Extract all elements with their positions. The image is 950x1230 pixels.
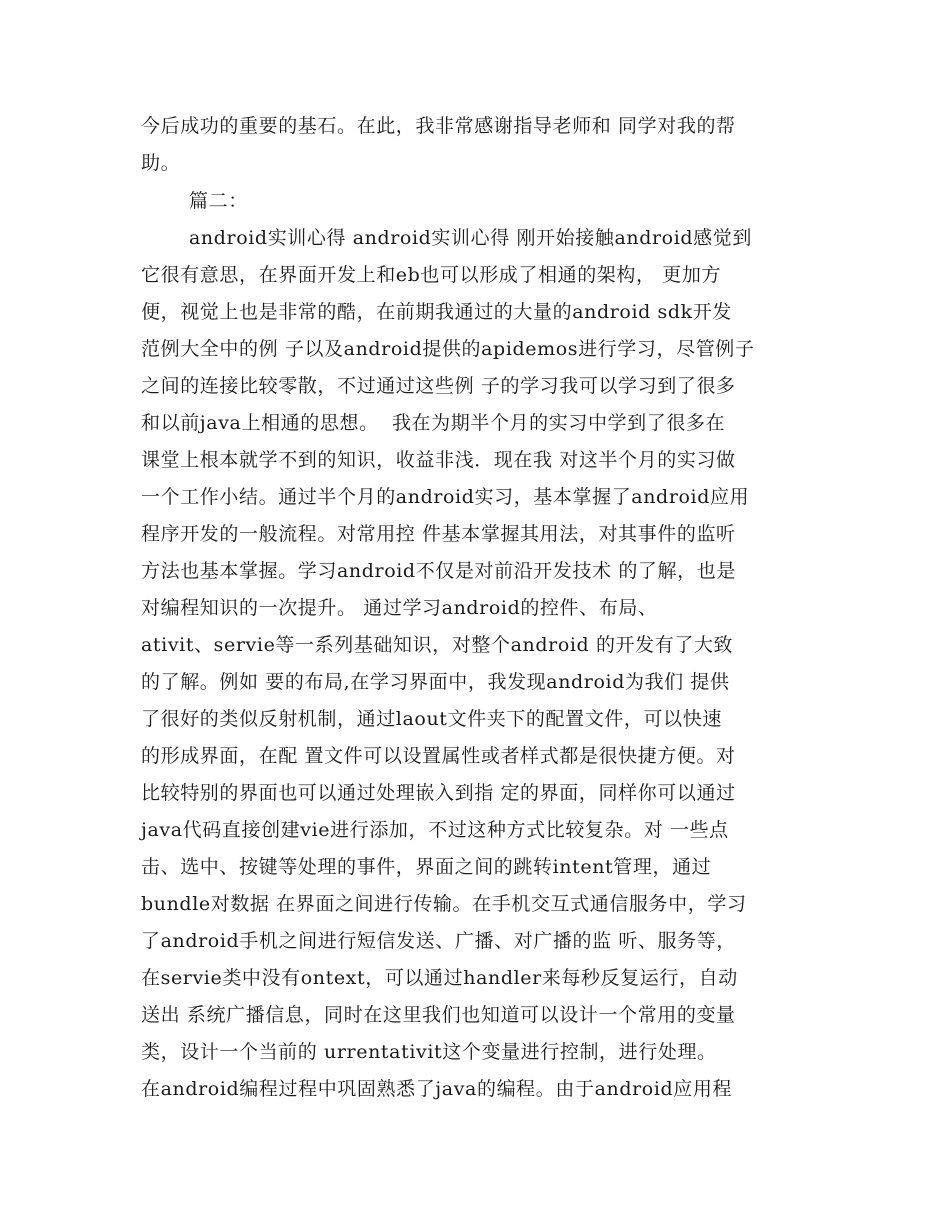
- text-line: 便，视觉上也是非常的酷，在前期我通过的大量的android sdk开发: [141, 301, 732, 323]
- text-line: 送出 系统广播信息，同时在这里我们也知道可以设计一个常用的变量: [141, 1004, 736, 1026]
- text-line: 了android手机之间进行短信发送、广播、对广播的监 听、服务等，: [141, 930, 736, 952]
- text-line: ativit、servie等一系列基础知识，对整个android 的开发有了大致: [141, 634, 734, 656]
- text-line: bundle对数据 在界面之间进行传输。在手机交互式通信服务中，学习: [141, 893, 747, 915]
- text-line: 在servie类中没有ontext，可以通过handler来每秒反复运行，自动: [141, 967, 738, 989]
- text-line: 程序开发的一般流程。对常用控 件基本掌握其用法，对其事件的监听: [141, 523, 736, 545]
- section-heading: 篇二：: [189, 190, 248, 212]
- text-line: 范例大全中的例 子以及android提供的apidemos进行学习，尽管例子: [141, 338, 755, 360]
- text-line: 的形成界面，在配 置文件可以设置属性或者样式都是很快捷方便。对: [141, 745, 736, 767]
- text-line: 对编程知识的一次提升。 通过学习android的控件、布局、: [141, 597, 658, 619]
- text-line: 和以前java上相通的思想。 我在为期半个月的实习中学到了很多在: [141, 412, 726, 434]
- text-line: 了很好的类似反射机制，通过laout文件夹下的配置文件，可以快速: [141, 708, 722, 730]
- text-line: 类，设计一个当前的 urrentativit这个变量进行控制，进行处理。: [141, 1041, 717, 1063]
- text-line: 在android编程过程中巩固熟悉了java的编程。由于android应用程: [141, 1078, 733, 1100]
- text-line: 比较特别的界面也可以通过处理嵌入到指 定的界面，同样你可以通过: [141, 782, 736, 804]
- text-line: 一个工作小结。通过半个月的android实习，基本掌握了android应用: [141, 486, 750, 508]
- text-line: 的了解。例如 要的布局,在学习界面中，我发现android为我们 提供: [141, 671, 730, 693]
- text-line: java代码直接创建vie进行添加，不过这种方式比较复杂。对 一些点: [141, 819, 729, 841]
- text-line: 助。: [141, 152, 181, 174]
- text-line: 课堂上根本就学不到的知识，收益非浅．现在我 对这半个月的实习做: [141, 449, 736, 471]
- text-line: 击、选中、按键等处理的事件，界面之间的跳转intent管理，通过: [141, 856, 712, 878]
- text-line: android实训心得 android实训心得 刚开始接触android感觉到: [189, 227, 752, 249]
- text-line: 今后成功的重要的基石。在此，我非常感谢指导老师和 同学对我的帮: [141, 115, 736, 137]
- text-line: 它很有意思，在界面开发上和eb也可以形成了相通的架构， 更加方: [141, 264, 722, 286]
- text-line: 方法也基本掌握。学习android不仅是对前沿开发技术 的了解，也是: [141, 560, 736, 582]
- text-line: 之间的连接比较零散，不过通过这些例 子的学习我可以学习到了很多: [141, 375, 736, 397]
